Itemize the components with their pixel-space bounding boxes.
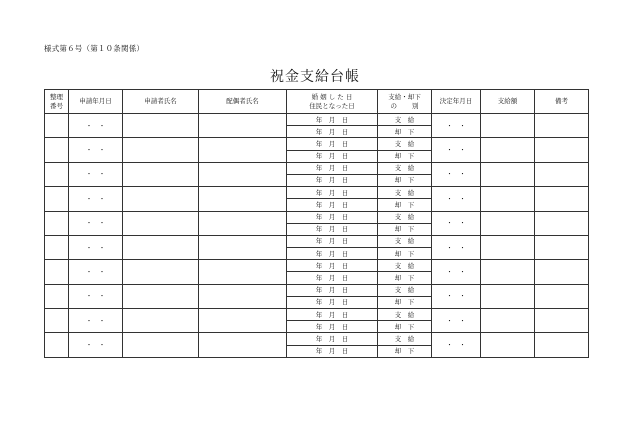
kubun-reject-cell[interactable]: 却 下 bbox=[378, 174, 432, 186]
kon-date-cell[interactable]: 年 月 日 bbox=[287, 260, 378, 272]
jumin-date-cell[interactable]: 年 月 日 bbox=[287, 199, 378, 211]
seiri-bango-cell[interactable] bbox=[45, 333, 69, 357]
shinsei-date-cell[interactable]: ・ ・ bbox=[69, 187, 123, 211]
header-seiri-bango: 整理 番号 bbox=[45, 90, 69, 114]
shinseisha-name-cell[interactable] bbox=[123, 187, 199, 211]
kubun-reject-cell[interactable]: 却 下 bbox=[378, 248, 432, 260]
form-title: 祝金支給台帳 bbox=[270, 69, 360, 85]
shinseisha-name-cell[interactable] bbox=[123, 114, 199, 138]
seiri-bango-cell[interactable] bbox=[45, 260, 69, 284]
record-row-top bbox=[45, 260, 589, 272]
jumin-date-cell[interactable]: 年 月 日 bbox=[287, 174, 378, 186]
jumin-date-cell[interactable]: 年 月 日 bbox=[287, 296, 378, 308]
kubun-pay-cell[interactable]: 支 給 bbox=[378, 114, 432, 126]
kubun-reject-cell[interactable]: 却 下 bbox=[378, 321, 432, 333]
kon-date-cell[interactable]: 年 月 日 bbox=[287, 333, 378, 345]
kon-date-cell[interactable]: 年 月 日 bbox=[287, 211, 378, 223]
shikyu-gaku-cell[interactable] bbox=[481, 114, 535, 138]
shinsei-date-cell[interactable]: ・ ・ bbox=[69, 162, 123, 186]
kubun-pay-cell[interactable]: 支 給 bbox=[378, 162, 432, 174]
jumin-date-cell[interactable]: 年 月 日 bbox=[287, 223, 378, 235]
biko-cell[interactable] bbox=[535, 162, 589, 186]
biko-cell[interactable] bbox=[535, 284, 589, 308]
kubun-reject-cell[interactable]: 却 下 bbox=[378, 150, 432, 162]
haigusha-name-cell[interactable] bbox=[199, 333, 287, 357]
header-kubun: 支給・却下 の 別 bbox=[378, 90, 432, 114]
form-number: 様式第６号（第１０条関係） bbox=[44, 44, 145, 53]
kubun-reject-cell[interactable]: 却 下 bbox=[378, 296, 432, 308]
record-row-top bbox=[45, 309, 589, 321]
shikyu-gaku-cell[interactable] bbox=[481, 211, 535, 235]
kubun-reject-cell[interactable]: 却 下 bbox=[378, 126, 432, 138]
haigusha-name-cell[interactable] bbox=[199, 138, 287, 162]
kon-date-cell[interactable]: 年 月 日 bbox=[287, 309, 378, 321]
seiri-bango-cell[interactable] bbox=[45, 114, 69, 138]
shikyu-gaku-cell[interactable] bbox=[481, 187, 535, 211]
kettei-date-cell[interactable]: ・ ・ bbox=[432, 114, 481, 138]
biko-cell[interactable] bbox=[535, 260, 589, 284]
kettei-date-cell[interactable]: ・ ・ bbox=[432, 284, 481, 308]
shinsei-date-cell[interactable]: ・ ・ bbox=[69, 211, 123, 235]
kon-date-cell[interactable]: 年 月 日 bbox=[287, 284, 378, 296]
record-row-top bbox=[45, 162, 589, 174]
biko-cell[interactable] bbox=[535, 187, 589, 211]
ledger-table bbox=[44, 89, 589, 358]
biko-cell[interactable] bbox=[535, 114, 589, 138]
kon-date-cell[interactable]: 年 月 日 bbox=[287, 187, 378, 199]
seiri-bango-cell[interactable] bbox=[45, 162, 69, 186]
shinsei-date-cell[interactable]: ・ ・ bbox=[69, 260, 123, 284]
header-shinseisha-name: 申請者氏名 bbox=[123, 90, 199, 114]
seiri-bango-cell[interactable] bbox=[45, 235, 69, 259]
shinseisha-name-cell[interactable] bbox=[123, 138, 199, 162]
kubun-reject-cell[interactable]: 却 下 bbox=[378, 199, 432, 211]
header-shikyu-gaku: 支給額 bbox=[481, 90, 535, 114]
biko-cell[interactable] bbox=[535, 138, 589, 162]
shinsei-date-cell[interactable]: ・ ・ bbox=[69, 114, 123, 138]
shikyu-gaku-cell[interactable] bbox=[481, 235, 535, 259]
shikyu-gaku-cell[interactable] bbox=[481, 284, 535, 308]
kettei-date-cell[interactable]: ・ ・ bbox=[432, 260, 481, 284]
shinsei-date-cell[interactable]: ・ ・ bbox=[69, 138, 123, 162]
kon-date-cell[interactable]: 年 月 日 bbox=[287, 114, 378, 126]
shinseisha-name-cell[interactable] bbox=[123, 162, 199, 186]
haigusha-name-cell[interactable] bbox=[199, 187, 287, 211]
haigusha-name-cell[interactable] bbox=[199, 309, 287, 333]
kubun-pay-cell[interactable]: 支 給 bbox=[378, 309, 432, 321]
jumin-date-cell[interactable]: 年 月 日 bbox=[287, 345, 378, 357]
shikyu-gaku-cell[interactable] bbox=[481, 260, 535, 284]
kubun-pay-cell[interactable]: 支 給 bbox=[378, 211, 432, 223]
seiri-bango-cell[interactable] bbox=[45, 211, 69, 235]
jumin-date-cell[interactable]: 年 月 日 bbox=[287, 248, 378, 260]
kettei-date-cell[interactable]: ・ ・ bbox=[432, 162, 481, 186]
kubun-pay-cell[interactable]: 支 給 bbox=[378, 138, 432, 150]
kubun-reject-cell[interactable]: 却 下 bbox=[378, 223, 432, 235]
record-row-top bbox=[45, 211, 589, 223]
haigusha-name-cell[interactable] bbox=[199, 235, 287, 259]
shinsei-date-cell[interactable]: ・ ・ bbox=[69, 333, 123, 357]
header-kettei-date: 決定年月日 bbox=[432, 90, 481, 114]
shinseisha-name-cell[interactable] bbox=[123, 309, 199, 333]
record-row-top bbox=[45, 138, 589, 150]
header-haigusha-name: 配偶者氏名 bbox=[199, 90, 287, 114]
kubun-pay-cell[interactable]: 支 給 bbox=[378, 284, 432, 296]
kubun-pay-cell[interactable]: 支 給 bbox=[378, 235, 432, 247]
biko-cell[interactable] bbox=[535, 333, 589, 357]
record-row-top bbox=[45, 284, 589, 296]
haigusha-name-cell[interactable] bbox=[199, 114, 287, 138]
shinseisha-name-cell[interactable] bbox=[123, 260, 199, 284]
shinseisha-name-cell[interactable] bbox=[123, 211, 199, 235]
kettei-date-cell[interactable]: ・ ・ bbox=[432, 333, 481, 357]
kettei-date-cell[interactable]: ・ ・ bbox=[432, 309, 481, 333]
shinsei-date-cell[interactable]: ・ ・ bbox=[69, 284, 123, 308]
jumin-date-cell[interactable]: 年 月 日 bbox=[287, 272, 378, 284]
shikyu-gaku-cell[interactable] bbox=[481, 138, 535, 162]
header-row bbox=[45, 90, 589, 114]
jumin-date-cell[interactable]: 年 月 日 bbox=[287, 126, 378, 138]
kubun-reject-cell[interactable]: 却 下 bbox=[378, 272, 432, 284]
jumin-date-cell[interactable]: 年 月 日 bbox=[287, 321, 378, 333]
biko-cell[interactable] bbox=[535, 211, 589, 235]
shinseisha-name-cell[interactable] bbox=[123, 284, 199, 308]
haigusha-name-cell[interactable] bbox=[199, 284, 287, 308]
kettei-date-cell[interactable]: ・ ・ bbox=[432, 187, 481, 211]
kettei-date-cell[interactable]: ・ ・ bbox=[432, 235, 481, 259]
kubun-pay-cell[interactable]: 支 給 bbox=[378, 260, 432, 272]
kubun-reject-cell[interactable]: 却 下 bbox=[378, 345, 432, 357]
biko-cell[interactable] bbox=[535, 309, 589, 333]
haigusha-name-cell[interactable] bbox=[199, 211, 287, 235]
record-row-top bbox=[45, 333, 589, 345]
shikyu-gaku-cell[interactable] bbox=[481, 333, 535, 357]
kettei-date-cell[interactable]: ・ ・ bbox=[432, 138, 481, 162]
shikyu-gaku-cell[interactable] bbox=[481, 309, 535, 333]
kettei-date-cell[interactable]: ・ ・ bbox=[432, 211, 481, 235]
shikyu-gaku-cell[interactable] bbox=[481, 162, 535, 186]
ledger-body bbox=[45, 114, 589, 358]
seiri-bango-cell[interactable] bbox=[45, 309, 69, 333]
kon-date-cell[interactable]: 年 月 日 bbox=[287, 162, 378, 174]
haigusha-name-cell[interactable] bbox=[199, 162, 287, 186]
jumin-date-cell[interactable]: 年 月 日 bbox=[287, 150, 378, 162]
header-biko: 備考 bbox=[535, 90, 589, 114]
seiri-bango-cell[interactable] bbox=[45, 138, 69, 162]
seiri-bango-cell[interactable] bbox=[45, 187, 69, 211]
shinseisha-name-cell[interactable] bbox=[123, 235, 199, 259]
record-row-top bbox=[45, 187, 589, 199]
kon-date-cell[interactable]: 年 月 日 bbox=[287, 138, 378, 150]
biko-cell[interactable] bbox=[535, 235, 589, 259]
kubun-pay-cell[interactable]: 支 給 bbox=[378, 333, 432, 345]
kon-date-cell[interactable]: 年 月 日 bbox=[287, 235, 378, 247]
shinseisha-name-cell[interactable] bbox=[123, 333, 199, 357]
header-kon-jumin-date: 婚 姻 し た 日 住民となった日 bbox=[287, 90, 378, 114]
record-row-top bbox=[45, 235, 589, 247]
shinsei-date-cell[interactable]: ・ ・ bbox=[69, 309, 123, 333]
kubun-pay-cell[interactable]: 支 給 bbox=[378, 187, 432, 199]
haigusha-name-cell[interactable] bbox=[199, 260, 287, 284]
record-row-top bbox=[45, 114, 589, 126]
header-shinsei-date: 申請年月日 bbox=[69, 90, 123, 114]
seiri-bango-cell[interactable] bbox=[45, 284, 69, 308]
shinsei-date-cell[interactable]: ・ ・ bbox=[69, 235, 123, 259]
